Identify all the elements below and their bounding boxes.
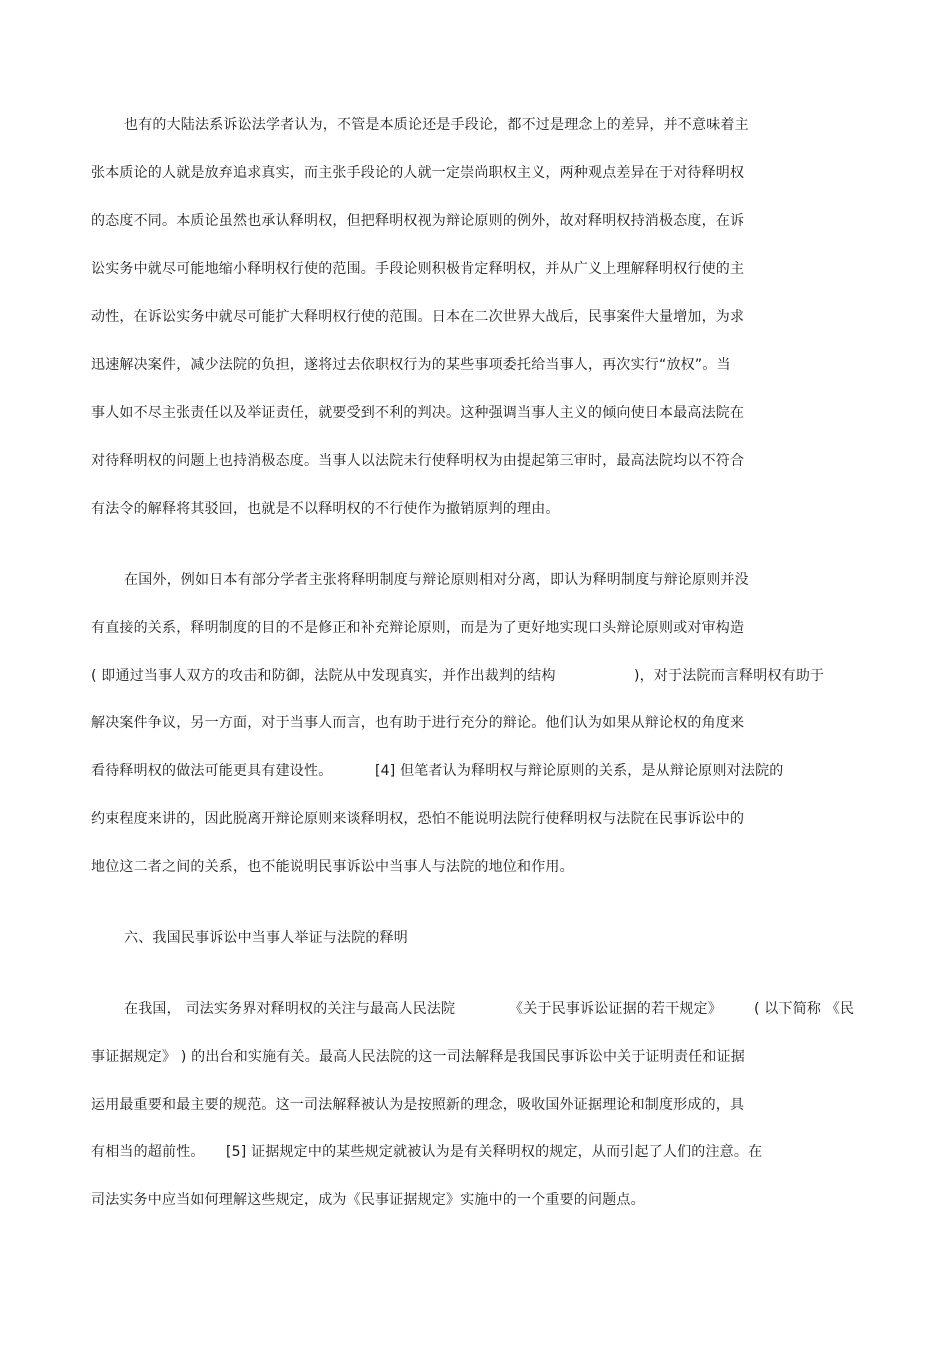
section-heading: 六、我国民事诉讼中当事人举证与法院的释明 — [124, 930, 408, 946]
paragraph-1-line-1: 也有的大陆法系诉讼法学者认为，不管是本质论还是手段论，都不过是理念上的差异，并不意味着主 — [124, 117, 749, 133]
paragraph-1-line-2: 张本质论的人就是放弃追求真实，而主张手段论的人就一定崇尚职权主义，两种观点差异在于对待释明权 — [91, 165, 745, 181]
paragraph-2-line-2: 有直接的关系，释明制度的目的不是修正和补充辩论原则，而是为了更好地实现口头辩论原则或对审构造 — [91, 620, 745, 636]
paragraph-2-line-4: 解决案件争议，另一方面，对于当事人而言，也有助于进行充分的辩论。他们认为如果从辩论权的角度来 — [91, 715, 745, 731]
paragraph-3-line-2: 事证据规定》 ) 的出台和实施有关。最高人民法院的这一司法解释是我国民事诉讼中关于证明责任和证据 — [91, 1049, 745, 1065]
paragraph-1-line-9: 有法令的解释将其驳回，也就是不以释明权的不行使作为撤销原判的理由。 — [91, 501, 560, 517]
paragraph-2-line-7: 地位这二者之间的关系，也不能说明民事诉讼中当事人与法院的地位和作用。 — [91, 859, 574, 875]
paragraph-3-line-1c: ( 以下简称 《民 — [754, 1001, 855, 1017]
paragraph-3-line-1b: 《关于民事诉讼证据的若干规定》 — [509, 1001, 722, 1017]
paragraph-2-line-5a: 看待释明权的做法可能更具有建设性。 — [91, 763, 333, 779]
paragraph-1-line-3: 的态度不同。本质论虽然也承认释明权，但把释明权视为辩论原则的例外，故对释明权持消极态度，在诉 — [91, 213, 745, 229]
paragraph-2-line-6: 约束程度来讲的，因此脱离开辩论原则来谈释明权，恐怕不能说明法院行使释明权与法院在民事诉讼中的 — [91, 811, 745, 827]
paragraph-3-line-4a: 有相当的超前性。 — [91, 1144, 205, 1160]
paragraph-3-line-4b: [5] 证据规定中的某些规定就被认为是有关释明权的规定，从而引起了人们的注意。在 — [226, 1144, 763, 1160]
paragraph-1-line-4: 讼实务中就尽可能地缩小释明权行使的范围。手段论则积极肯定释明权，并从广义上理解释明权行使的主 — [91, 261, 745, 277]
paragraph-2-line-1: 在国外，例如日本有部分学者主张将释明制度与辩论原则相对分离，即认为释明制度与辩论原则并没 — [124, 572, 749, 588]
paragraph-2-line-3b: )，对于法院而言释明权有助于 — [634, 668, 825, 684]
paragraph-3-line-5: 司法实务中应当如何理解这些规定，成为《民事证据规定》实施中的一个重要的问题点。 — [91, 1192, 645, 1208]
paragraph-1-line-6: 迅速解决案件，减少法院的负担，遂将过去依职权行为的某些事项委托给当事人，再次实行“放权”。当 — [91, 357, 731, 373]
paragraph-3-line-1a: 在我国， 司法实务界对释明权的关注与最高人民法院 — [124, 1001, 456, 1017]
paragraph-3-line-3: 运用最重要和最主要的规范。这一司法解释被认为是按照新的理念，吸收国外证据理论和制度形成的，具 — [91, 1097, 745, 1113]
paragraph-1-line-7: 事人如不尽主张责任以及举证责任，就要受到不利的判决。这种强调当事人主义的倾向使日本最高法院在 — [91, 405, 745, 421]
paragraph-2-line-5b: [4] 但笔者认为释明权与辩论原则的关系，是从辩论原则对法院的 — [375, 763, 784, 779]
paragraph-2-line-3a: ( 即通过当事人双方的攻击和防御，法院从中发现真实，并作出裁判的结构 — [91, 668, 556, 684]
paragraph-1-line-8: 对待释明权的问题上也持消极态度。当事人以法院未行使释明权为由提起第三审时，最高法院均以不符合 — [91, 453, 745, 469]
paragraph-1-line-5: 动性，在诉讼实务中就尽可能扩大释明权行使的范围。日本在二次世界大战后，民事案件大量增加，为求 — [91, 309, 745, 325]
